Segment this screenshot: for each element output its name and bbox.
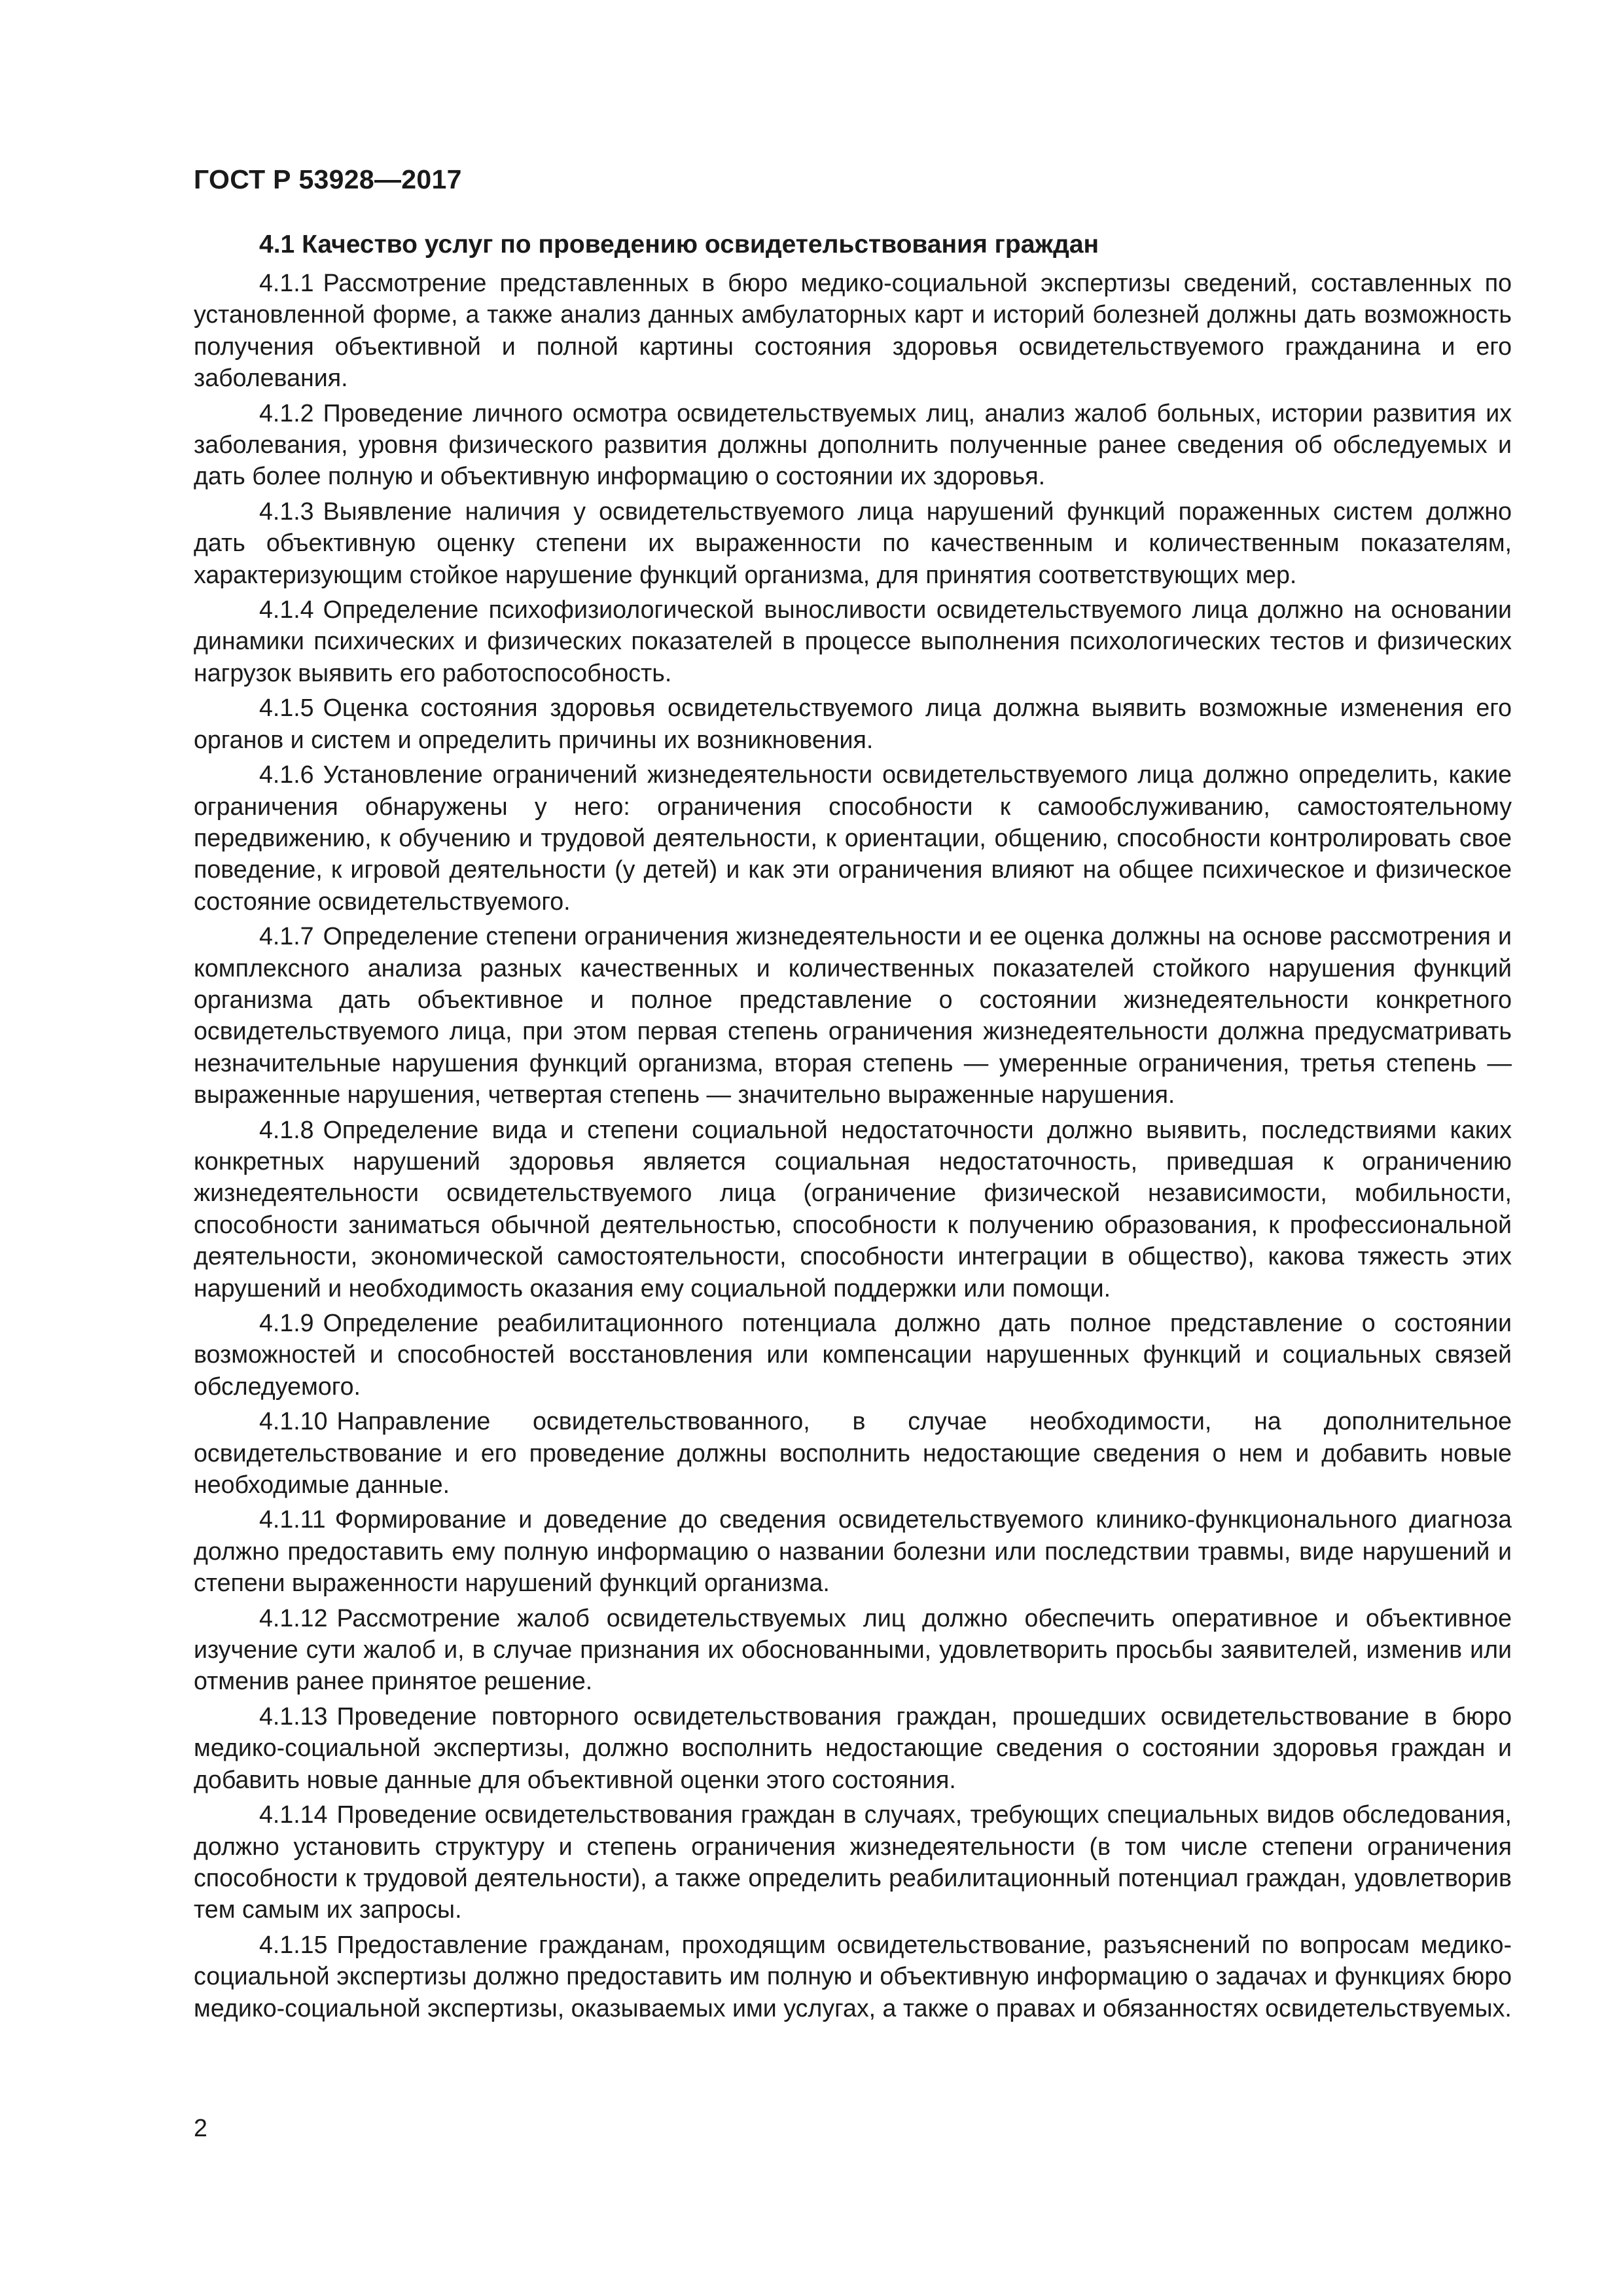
clause-text: Установление ограничений жизнедеятельности освидетельствуемого лица должно определить, какие ограничения обнаружены у него: ограничения способности к самообслуживанию, самостоятельному передвижению, к обучению и трудовой деятельности, к ориентации, общению, способности контролировать свое поведение, к игровой деятельности (у детей) и как эти ограничения влияют на общее психическое и физическое состояние освидетельствуемого. [194,761,1512,915]
clause-text: Определение вида и степени социальной недостаточности должно выявить, последствиями каких конкретных нарушений здоровья является социальная недостаточность, приведшая к ограничению жизнедеятельности освидетельствуемого лица (ограничение физической независимости, мобильности, способности заниматься обычной деятельностью, способности к получению образования, к профессиональной деятельности, экономической самостоятельности, способности интеграции в общество), какова тяжесть этих нарушений и необходимость оказания ему социальной поддержки или помощи. [194,1115,1512,1302]
clause-text: Формирование и доведение до сведения освидетельствуемого клинико-функционального диагноза должно предоставить ему полную информацию о названии болезни или последствии травмы, виде нарушений и степени выраженности нарушений функций организма. [194,1505,1512,1597]
clause-4-1-9 [194,1307,1512,1402]
clause-4-1-15 [194,1929,1512,2024]
clause-number: 4.1.8 [259,1115,314,1143]
clause-number: 4.1.3 [259,497,314,525]
section-title: Качество услуг по проведению освидетельствования граждан [302,230,1099,259]
clause-text: Определение степени ограничения жизнедеятельности и ее оценка должны на основе рассмотрения и комплексного анализа разных качественных и количественных показателей стойкого нарушения функций организма дать объективное и полное представление о состоянии жизнедеятельности конкретного освидетельствуемого лица, при этом первая степень ограничения жизнедеятельности должна предусматривать незначительные нарушения функций организма, вторая степень — умеренные ограничения, третья степень — выраженные нарушения, четвертая степень — значительно выраженные нарушения. [194,922,1512,1109]
clause-4-1-2 [194,397,1512,492]
clause-text: Проведение освидетельствования граждан в случаях, требующих специальных видов обследования, должно установить структуру и степень ограничения жизнедеятельности (в том числе степени ограничения способности к трудовой деятельности), а также определить реабилитационный потенциал граждан, удовлетворив тем самым их запросы. [194,1801,1512,1924]
clause-4-1-1 [194,267,1512,394]
clause-text: Оценка состояния здоровья освидетельствуемого лица должна выявить возможные изменения его органов и систем и определить причины их возникновения. [194,694,1512,753]
clause-4-1-14 [194,1799,1512,1926]
clause-text: Рассмотрение жалоб освидетельствуемых лиц должно обеспечить оперативное и объективное изучение сути жалоб и, в случае признания их обоснованными, удовлетворить просьбы заявителей, изменив или отменив ранее принятое решение. [194,1604,1512,1695]
clause-4-1-8 [194,1114,1512,1304]
clause-number: 4.1.12 [259,1604,328,1632]
clause-text: Проведение повторного освидетельствования граждан, прошедших освидетельствование в бюро медико-социальной экспертизы, должно восполнить недостающие сведения о состоянии здоровья граждан и добавить новые данные для объективной оценки этого состояния. [194,1702,1512,1793]
clause-text: Определение реабилитационного потенциала должно дать полное представление о состоянии возможностей и способностей восстановления или компенсации нарушенных функций и социальных связей обследуемого. [194,1309,1512,1400]
clause-4-1-12 [194,1602,1512,1697]
clause-text: Выявление наличия у освидетельствуемого лица нарушений функций пораженных систем должно дать объективную оценку степени их выраженности по качественным и количественным показателям, характеризующим стойкое нарушение функций организма, для принятия соответствующих мер. [194,497,1512,588]
clause-list [194,267,1512,2024]
section-number: 4.1 [259,230,295,259]
clause-text: Направление освидетельствованного, в случае необходимости, на дополнительное освидетельствование и его проведение должны восполнить недостающие сведения о нем и добавить новые необходимые данные. [194,1407,1512,1499]
clause-number: 4.1.6 [259,761,314,789]
clause-4-1-11 [194,1503,1512,1598]
clause-number: 4.1.7 [259,922,314,950]
clause-number: 4.1.14 [259,1801,328,1829]
clause-4-1-5 [194,692,1512,755]
document-header: ГОСТ Р 53928—2017 [194,164,462,194]
clause-4-1-13 [194,1700,1512,1795]
clause-4-1-4 [194,594,1512,689]
clause-number: 4.1.15 [259,1930,328,1958]
clause-text: Определение психофизиологической выносливости освидетельствуемого лица должно на основании динамики психических и физических показателей в процессе выполнения психологических тестов и физических нагрузок выявить его работоспособность. [194,596,1512,687]
clause-4-1-3 [194,495,1512,590]
clause-number: 4.1.1 [259,269,314,296]
clause-text: Предоставление гражданам, проходящим освидетельствование, разъяснений по вопросам медико-социальной экспертизы должно предоставить им полную и объективную информацию о задачах и функциях бюро медико-социальной экспертизы, оказываемых ими услугах, а также о правах и обязанностях освидетельствуемых. [194,1930,1512,2022]
clause-4-1-7 [194,920,1512,1110]
clause-number: 4.1.11 [259,1505,326,1534]
clause-number: 4.1.13 [259,1702,328,1730]
clause-number: 4.1.2 [259,399,314,427]
clause-text: Рассмотрение представленных в бюро медико-социальной экспертизы сведений, составленных по установленной форме, а также анализ данных амбулаторных карт и историй болезней должны дать возможность получения объективной и полной картины состояния здоровья освидетельствуемого гражданина и его заболевания. [194,269,1512,392]
clause-number: 4.1.10 [259,1407,328,1435]
section-heading [194,229,1512,260]
clause-4-1-10 [194,1405,1512,1500]
clause-number: 4.1.5 [259,694,314,722]
clause-4-1-6 [194,759,1512,917]
document-page [194,164,1512,2027]
page-number: 2 [194,2114,207,2142]
clause-text: Проведение личного осмотра освидетельствуемых лиц, анализ жалоб больных, истории развития их заболевания, уровня физического развития должны дополнить полученные ранее сведения об обследуемых и дать более полную и объективную информацию о состоянии их здоровья. [194,399,1512,490]
clause-number: 4.1.4 [259,596,314,624]
clause-number: 4.1.9 [259,1309,314,1336]
